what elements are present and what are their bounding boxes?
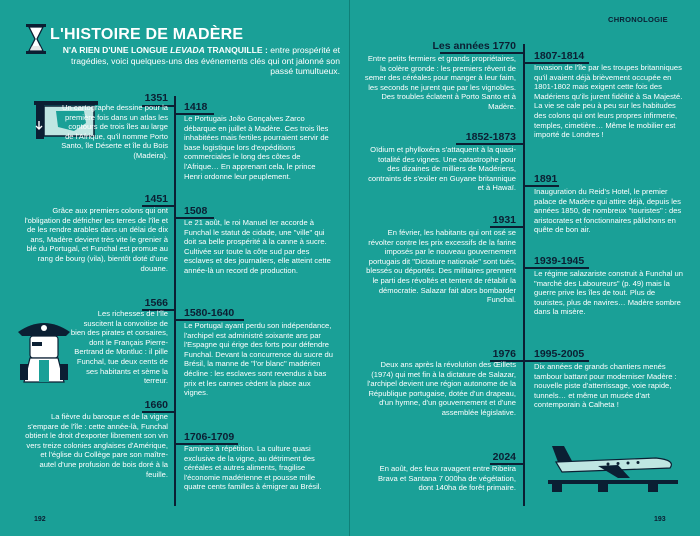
event-text: Le Portugal ayant perdu son indépendance, l'archipel est administré soixante ans par l'Espagne qui érige des forts pour défendre Funchal. Devant la concurrence du sucre du Brésil, la manne de "l'or blanc" madérien décline : les esclaves sont revendus à bas prix et les cannes cèdent la place aux vignes. — [184, 321, 334, 398]
year-label: 1566 — [144, 297, 168, 309]
year-label: 1580-1640 — [184, 307, 235, 319]
page-title: L'HISTOIRE DE MADÈRE — [50, 26, 244, 43]
year-label: 1939-1945 — [534, 255, 585, 267]
year-label: 1807-1814 — [534, 50, 585, 62]
event-text: Famines à répétition. La culture quasi exclusive de la vigne, au détriment des céréales et autres aliments, fragilise l'économie madérienne et pousse mille quatre cents familles à émigrer au Brésil. — [184, 444, 322, 492]
year-label: 1931 — [492, 214, 516, 226]
event-text: Dix années de grands chantiers menés tambour battant pour moderniser Madère : nouvelle piste d'atterrissage, voie rapide, tunnels… et même un musée d'art contemporain à Calheta ! — [534, 362, 677, 410]
year-label: 1351 — [144, 92, 168, 104]
event-text: Grâce aux premiers colons qui ont l'obligation de défricher les terres de l'île et de les rendre arables dans un délai de dix ans, Madère devient très vite le grenier à blé du Portugal, et Funchal est promue au rang de bourg (vila), bientôt doté d'une douane. — [24, 206, 168, 273]
event-text: Un cartographe dessine pour la première fois dans un atlas les contours de trois îles au large de l'Afrique, qu'il nomme Porto Santo, île Déserte et île du Bois (Madeira). — [61, 103, 168, 160]
year-label: 1995-2005 — [534, 348, 585, 360]
event-text: Le régime salazariste construit à Funchal un "marché des Laboureurs" (p. 49) mais la guerre prive les îles de tout. Plus de touristes, plus de navires… Madère sombre dans la misère. — [534, 269, 683, 317]
year-label: 1852-1873 — [465, 131, 516, 143]
year-label: 1451 — [144, 193, 168, 205]
year-label: 1508 — [184, 205, 208, 217]
hourglass-icon — [26, 24, 46, 54]
year-label: 2024 — [492, 451, 516, 463]
right-page — [350, 0, 700, 536]
event-text: Entre petits fermiers et grands propriétaires, la colère gronde : les premiers rêvent de semer des céréales pour manger à leur faim, les seconds ne jurent que par les vignobles. Des troubles éclatent à Porto Santo et à Madère. — [364, 54, 516, 111]
section-label: CHRONOLOGIE — [608, 15, 668, 24]
page-number-right: 193 — [654, 516, 666, 523]
event-text: La fièvre du baroque et de la vigne s'empare de l'île : cette année-là, Funchal obtient le droit d'exporter librement son vin vers treize colonies anglaises d'Amérique, et l'église du Collège pare son maître-autel d'une profusion de bois doré à la feuille. — [25, 412, 168, 479]
event-text: En août, des feux ravagent entre Ribeira Brava et Santana 7 000ha de végétation, dont 140ha de forêt primaire. — [377, 464, 516, 493]
event-text: Oïdium et phylloxéra s'attaquent à la quasi-totalité des vignes. Une catastrophe pour des dizaines de milliers de Madériens, contraints de s'exiler en Guyane britannique et à Hawaï. — [368, 145, 516, 193]
year-label: 1418 — [184, 101, 208, 113]
year-label: 1660 — [144, 399, 168, 411]
year-label: 1891 — [534, 173, 558, 185]
year-label: 1976 — [492, 348, 516, 360]
event-text: Inauguration du Reid's Hotel, le premier palace de Madère qui attire déjà, depuis les années 1850, de nombreux "touristes" : des aristocrates et fonctionnaires pâlichons en quête de bon air. — [534, 187, 682, 235]
year-label: Les années 1770 — [432, 40, 516, 52]
event-text: Deux ans après la révolution des Œillets (1974) qui met fin à la dictature de Salazar, l'archipel devient une région autonome de la République portugaise, dotée d'un drapeau, d'un hymne, d'un gouvernement et d'une assemblée législative. — [367, 360, 516, 417]
event-text: En février, les habitants qui ont osé se révolter contre les prix excessifs de la farine imposés par le nouveau gouvernement portugais dit "Dictature nationale" sont tués, blessés ou déportés. Des militaires prennent le parti des révoltés et tentent de rétablir la démocratie. Salazar fait alors bombarder Funchal. — [366, 228, 516, 305]
pirate-illustration — [14, 318, 74, 388]
page-number-left: 192 — [34, 516, 46, 523]
event-text: Invasion de l'île par les troupes britanniques qu'il avaient déjà brièvement occupée en 1801-1802 mais exigent cette fois des Madériens qu'ils jurent fidélité à Sa Majesté. La vie se cale peu à peu sur les habitudes des colons qui ont leurs propres infirmerie, temples, cimetière… Même le mobilier est importé de Londres ! — [534, 63, 683, 140]
year-label: 1706-1709 — [184, 431, 235, 443]
event-text: Les richesses de l'île suscitent la convoitise de bien des pirates et corsaires, dont le Français Pierre-Bertrand de Montluc : il pille Funchal, tue deux cents de ses habitants et sème la terreur. — [70, 309, 168, 386]
event-text: Le Portugais João Gonçalves Zarco débarque en juillet à Madère. Ces trois îles inhabitées mais fertiles pourraient servir de base logistique lors d'expéditions commerciales le long des côtes de l'Afrique… En apprenant cela, le prince Henri ordonne leur peuplement. — [184, 114, 329, 181]
airplane-illustration — [538, 436, 688, 496]
page-subtitle: N'A RIEN D'UNE LONGUE LEVADA TRANQUILLE : entre prospérité et tragédies, voici quelques-uns des événements clés qui ont jalonné son passé tumultueux. — [62, 45, 340, 76]
timeline-line-right — [523, 44, 525, 506]
event-text: Le 21 août, le roi Manuel Ier accorde à Funchal le statut de cidade, une "ville" qui doit sa belle prospérité à la canne à sucre. Cultivée sur toute la côte sud par des esclaves et des journaliers, elle atteint cette année-là un record de production. — [184, 218, 331, 275]
